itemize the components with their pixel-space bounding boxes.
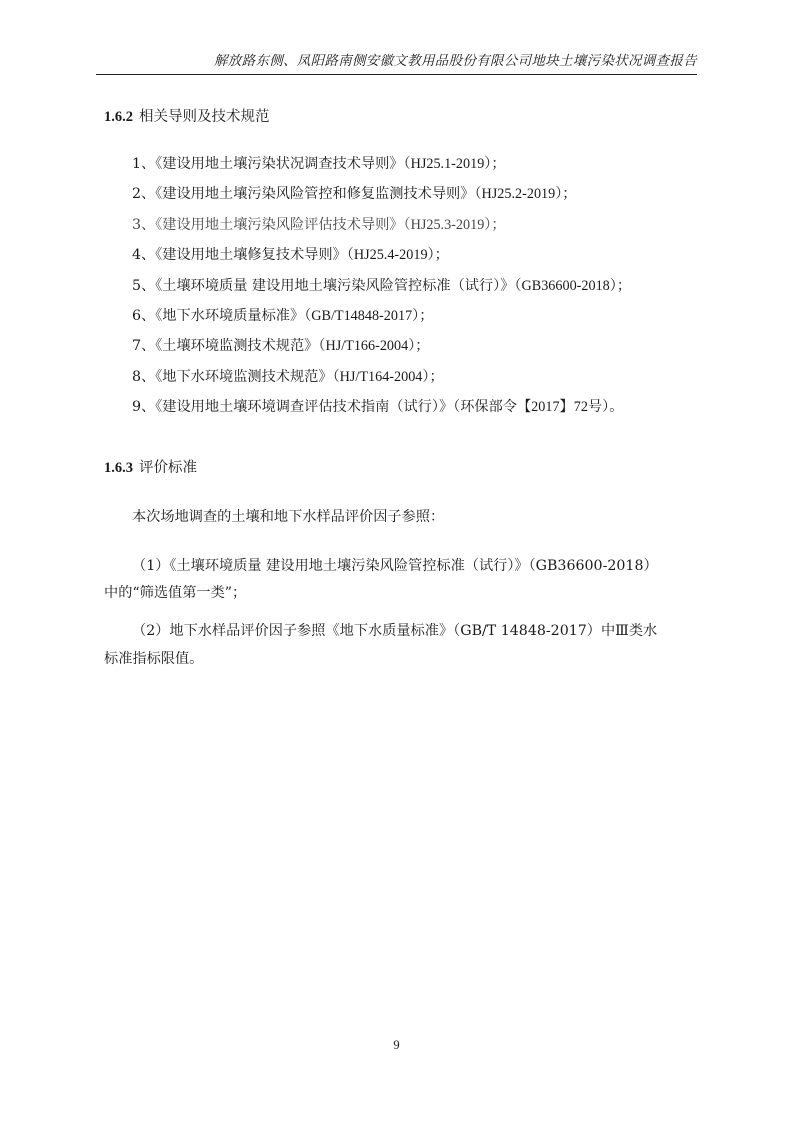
list-item bbox=[132, 245, 631, 275]
evaluation-point-2-line-2: 标准指标限值。 bbox=[104, 651, 204, 667]
list-item bbox=[132, 184, 631, 214]
reference-title: 3、《建设用地土壤污染风险评估技术导则》 bbox=[132, 216, 404, 233]
section-number: 1.6.3 bbox=[104, 460, 133, 476]
evaluation-intro: 本次场地调查的土壤和地下水样品评价因子参照： bbox=[132, 509, 445, 525]
reference-code: （GB36600-2018）； bbox=[514, 277, 632, 294]
list-item bbox=[132, 215, 631, 245]
section-heading-1-6-2 bbox=[104, 105, 270, 126]
reference-title: 4、《建设用地土壤修复技术导则》 bbox=[132, 247, 347, 264]
page-number: 9 bbox=[393, 1038, 400, 1052]
reference-title: 2、《建设用地土壤污染风险管控和修复监测技术导则》 bbox=[132, 186, 475, 203]
evaluation-point-1-line-1: （1）《土壤环境质量 建设用地土壤污染风险管控标准（试行）》（GB36600-2018） bbox=[132, 558, 658, 574]
reference-title: 5、《土壤环境质量 建设用地土壤污染风险管控标准（试行）》 bbox=[132, 277, 515, 294]
evaluation-point-1-line-2: 中的“筛选值第一类”； bbox=[104, 585, 247, 601]
reference-code: （HJ25.1-2019）； bbox=[403, 156, 506, 172]
list-item bbox=[132, 306, 631, 336]
reference-list bbox=[132, 154, 631, 428]
reference-title: 1、《建设用地土壤污染状况调查技术导则》 bbox=[132, 156, 404, 172]
reference-code: （HJ/T164-2004）； bbox=[332, 368, 444, 385]
list-item bbox=[132, 154, 631, 184]
reference-code: （环保部令【2017】72号）。 bbox=[453, 399, 624, 416]
reference-title: 7、《土壤环境监测技术规范》 bbox=[132, 338, 319, 355]
list-item bbox=[132, 397, 631, 427]
list-item bbox=[132, 276, 631, 306]
list-item bbox=[132, 367, 631, 397]
reference-code: （HJ/T166-2004）； bbox=[318, 338, 430, 355]
reference-title: 6、《地下水环境质量标准》 bbox=[132, 307, 305, 324]
reference-code: （HJ25.2-2019）； bbox=[474, 186, 577, 203]
section-title: 评价标准 bbox=[139, 460, 197, 476]
evaluation-point-2-line-1: （2）地下水样品评价因子参照《地下水质量标准》（GB/T 14848-2017）中Ⅲ类水 bbox=[132, 623, 658, 639]
section-number: 1.6.2 bbox=[104, 109, 133, 125]
reference-code: （GB/T14848-2017）； bbox=[304, 307, 434, 324]
page-header: 解放路东侧、凤阳路南侧安徽文教用品股份有限公司地块土壤污染状况调查报告 bbox=[96, 49, 697, 75]
list-item bbox=[132, 336, 631, 366]
reference-code: （HJ25.3-2019）； bbox=[403, 216, 506, 233]
reference-title: 9、《建设用地土壤环境调查评估技术指南（试行）》 bbox=[132, 399, 454, 416]
reference-title: 8、《地下水环境监测技术规范》 bbox=[132, 368, 333, 385]
section-heading-1-6-3 bbox=[104, 456, 197, 477]
section-title: 相关导则及技术规范 bbox=[139, 109, 270, 125]
reference-code: （HJ25.4-2019）； bbox=[346, 247, 449, 264]
